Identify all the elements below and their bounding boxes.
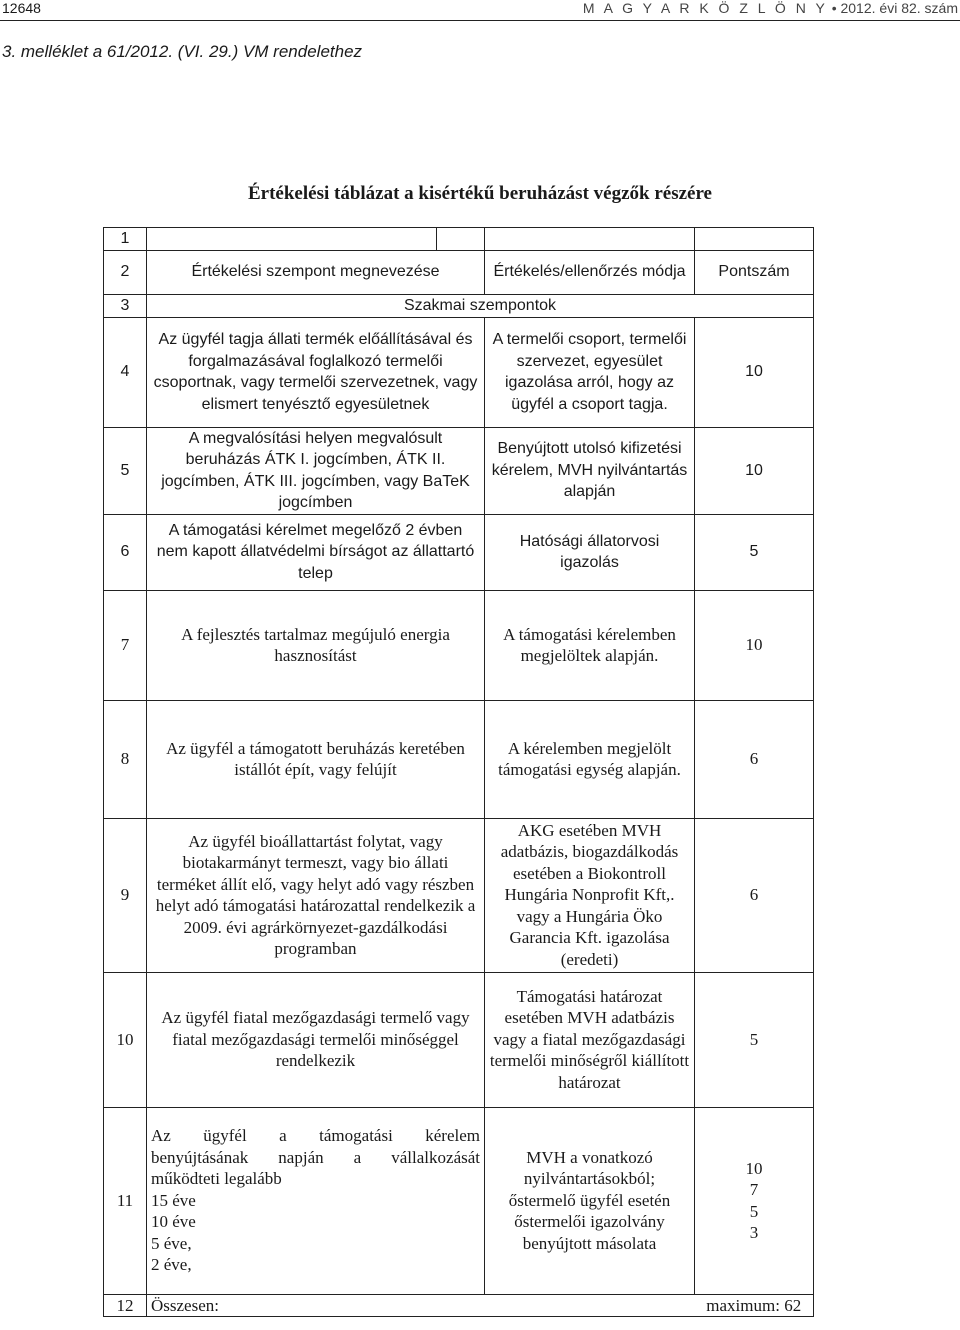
criterion-cell	[147, 1107, 485, 1294]
journal-name: M A G Y A R K Ö Z L Ö N Y	[582, 0, 828, 16]
criterion-line: 15 éve	[151, 1190, 196, 1210]
table-row	[104, 818, 814, 972]
points-cell: 10	[695, 317, 814, 427]
empty-cell	[485, 1294, 695, 1317]
row-number: 6	[104, 514, 147, 590]
points-cell	[695, 1107, 814, 1294]
row-number: 7	[104, 590, 147, 700]
points-value: 3	[749, 1223, 759, 1242]
section-row	[104, 294, 814, 317]
criterion-cell: Az ügyfél bioállattartást folytat, vagy biotakarmányt termeszt, vagy bio állati terméket állít elő, vagy helyt adó vagy részben helyt adó támogatási határozattal rendelkezik a 2009. évi agrárkörnyezet-gazdálkodási programban	[147, 818, 485, 972]
total-label: Összesen:	[147, 1294, 337, 1317]
empty-cell	[437, 1294, 485, 1317]
empty-cell	[337, 228, 437, 251]
empty-cell	[695, 228, 814, 251]
page-header	[0, 0, 960, 21]
section-label: Szakmai szempontok	[147, 294, 814, 317]
row-number: 1	[104, 228, 147, 251]
points-value: 5	[749, 1201, 759, 1221]
method-header: Értékelés/ellenőrzés módja	[485, 250, 695, 294]
row-number: 3	[104, 294, 147, 317]
table-row	[104, 427, 814, 514]
method-cell: Benyújtott utolsó kifizetési kérelem, MVH nyilvántartás alapján	[485, 427, 695, 514]
criterion-line: Az ügyfél a támogatási kérelem	[151, 1126, 480, 1146]
row-number: 10	[104, 972, 147, 1107]
points-value: 10	[745, 1158, 763, 1178]
row-number: 5	[104, 427, 147, 514]
empty-cell	[147, 228, 337, 251]
points-value: 7	[749, 1180, 759, 1199]
criterion-cell: A megvalósítási helyen megvalósult beruházás ÁTK I. jogcímben, ÁTK II. jogcímben, ÁTK III. jogcímben, vagy BaTeK jogcímben	[147, 427, 485, 514]
total-row	[104, 1294, 814, 1317]
criterion-cell: Az ügyfél a támogatott beruházás keretében istállót épít, vagy felújít	[147, 700, 485, 818]
points-cell: 10	[695, 590, 814, 700]
points-cell: 5	[695, 972, 814, 1107]
table-row	[104, 700, 814, 818]
criterion-header: Értékelési szempont megnevezése	[147, 250, 485, 294]
points-cell: 5	[695, 514, 814, 590]
journal-info	[583, 0, 958, 16]
table-row	[104, 972, 814, 1107]
criterion-cell: Az ügyfél fiatal mezőgazdasági termelő vagy fiatal mezőgazdasági termelői minőséggel rendelkezik	[147, 972, 485, 1107]
row-number: 9	[104, 818, 147, 972]
issue-number: 2012. évi 82. szám	[840, 0, 958, 16]
points-header: Pontszám	[695, 250, 814, 294]
points-cell: 6	[695, 700, 814, 818]
method-cell: A kérelemben megjelölt támogatási egység alapján.	[485, 700, 695, 818]
table-row	[104, 514, 814, 590]
document-title: Értékelési táblázat a kisértékű beruházást végzők részére	[248, 183, 712, 204]
row-number: 12	[104, 1294, 147, 1317]
points-cell: 10	[695, 427, 814, 514]
criterion-cell: A fejlesztés tartalmaz megújuló energia hasznosítást	[147, 590, 485, 700]
row-number: 2	[104, 250, 147, 294]
criterion-cell: Az ügyfél tagja állati termék előállításával és forgalmazásával foglalkozó termelői csoportnak, vagy termelői szervezetnek, vagy elismert tenyésztő egyesületnek	[147, 317, 485, 427]
empty-cell	[485, 228, 695, 251]
criterion-line: 2 éve,	[151, 1255, 192, 1275]
criterion-line: működteti legalább	[151, 1169, 282, 1189]
table-row	[104, 590, 814, 700]
method-cell: MVH a vonatkozó nyilvántartásokból; őstermelő ügyfél esetén őstermelői igazolvány benyújtott másolata	[485, 1107, 695, 1294]
evaluation-table	[103, 227, 814, 1317]
criterion-line: 10 éve	[151, 1212, 196, 1232]
total-value: maximum: 62	[695, 1294, 814, 1317]
bullet-separator: •	[831, 0, 837, 16]
row-number: 4	[104, 317, 147, 427]
annex-title: 3. melléklet a 61/2012. (VI. 29.) VM rendelethez	[2, 42, 363, 61]
method-cell: AKG esetében MVH adatbázis, biogazdálkodás esetében a Biokontroll Hungária Nonprofit Kft,. vagy a Hungária Öko Garancia Kft. igazolása (eredeti)	[485, 818, 695, 972]
criterion-cell: A támogatási kérelmet megelőző 2 évben nem kapott állatvédelmi bírságot az állattartó telep	[147, 514, 485, 590]
method-cell: A termelői csoport, termelői szervezet, egyesület igazolása arról, hogy az ügyfél a csoport tagja.	[485, 317, 695, 427]
row-number: 11	[104, 1107, 147, 1294]
method-cell: Hatósági állatorvosi igazolás	[485, 514, 695, 590]
empty-cell	[437, 228, 485, 251]
page-number: 12648	[2, 0, 41, 16]
row-number: 8	[104, 700, 147, 818]
criterion-line: 5 éve,	[151, 1233, 192, 1253]
method-cell: Támogatási határozat esetében MVH adatbázis vagy a fiatal mezőgazdasági termelői minőségről kiállított határozat	[485, 972, 695, 1107]
table-row	[104, 317, 814, 427]
table-row-1	[104, 228, 814, 251]
table-header-row	[104, 250, 814, 294]
criterion-line: benyújtásának napján a vállalkozását	[151, 1147, 480, 1167]
table-row	[104, 1107, 814, 1294]
empty-cell	[337, 1294, 437, 1317]
method-cell: A támogatási kérelemben megjelöltek alapján.	[485, 590, 695, 700]
points-cell: 6	[695, 818, 814, 972]
